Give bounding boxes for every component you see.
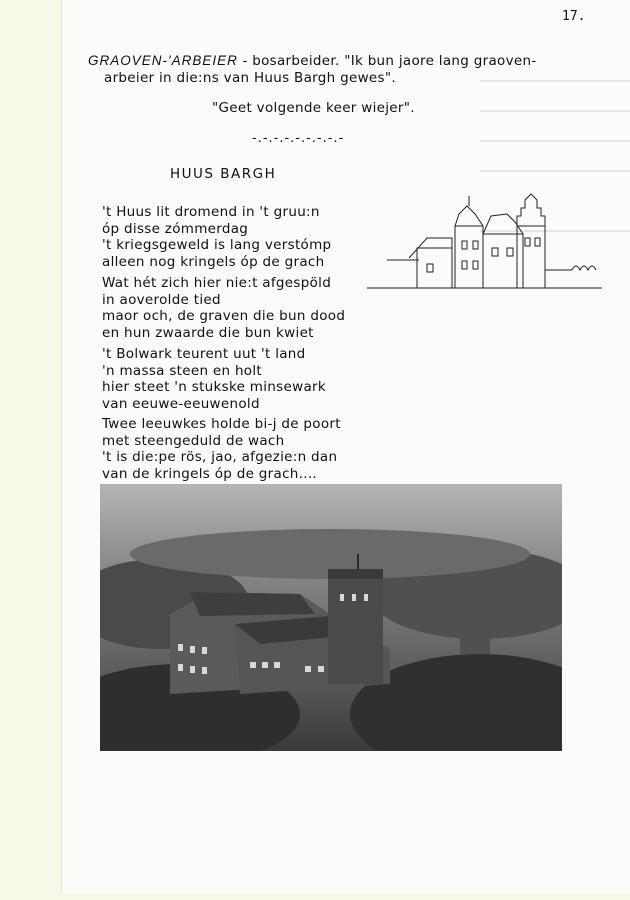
poem-line: Wat hét zich hier nie:t afgespöld: [102, 275, 332, 291]
poem-line: maor och, de graven die bun dood: [102, 308, 346, 324]
poem-line: met steengeduld de wach: [102, 432, 285, 449]
poem-line: van de kringels óp de grach....: [102, 465, 318, 482]
poem-line: in aoverolde tied: [102, 291, 221, 308]
poem-line: Twee leeuwkes holde bi-j de poort: [102, 416, 341, 432]
show-through-line: [480, 170, 630, 172]
poem-stanza: [102, 416, 341, 482]
document-page: [62, 0, 630, 893]
entry-definition-line-1: - bosarbeider. "Ik bun jaore lang graoven-: [237, 53, 537, 69]
poem-title: HUUS BARGH: [170, 166, 277, 182]
quote-line: "Geet volgende keer wiejer".: [212, 100, 415, 116]
castle-photo-image: [100, 484, 562, 751]
aerial-photograph: [100, 484, 562, 751]
poem-line: 't Huus lit dromend in 't gruu:n: [102, 204, 320, 220]
poem-line: 't Bolwark teurent uut 't land: [102, 346, 306, 362]
poem-line: en hun zwaarde die bun kwiet: [102, 324, 314, 341]
poem-line: 'n massa steen en holt: [102, 362, 263, 379]
page-number: 17.: [562, 9, 586, 24]
poem-line: óp disse zómmerdag: [102, 220, 249, 237]
entry-term: GRAOVEN-'ARBEIER: [88, 53, 238, 68]
dictionary-entry: [88, 52, 608, 87]
poem-line: alleen nog kringels óp de grach: [102, 253, 325, 270]
poem-stanza: [102, 346, 326, 412]
poem-stanza: [102, 275, 345, 341]
poem-line: 't is die:pe rös, jao, afgezie:n dan: [102, 449, 338, 465]
poem-line: van eeuwe-eeuwenold: [102, 395, 260, 412]
separator-line: -.-.-.-.-.-.-.-.-: [252, 131, 345, 146]
poem-stanza: [102, 204, 331, 270]
castle-sketch: [367, 186, 602, 296]
show-through-line: [480, 140, 630, 142]
poem-line: hier steet 'n stukske minsewark: [102, 379, 326, 395]
poem-line: 't kriegsgeweld is lang verstómp: [102, 237, 332, 253]
entry-definition-line-2: arbeier in die:ns van Huus Bargh gewes".: [104, 70, 396, 86]
show-through-line: [480, 110, 630, 112]
